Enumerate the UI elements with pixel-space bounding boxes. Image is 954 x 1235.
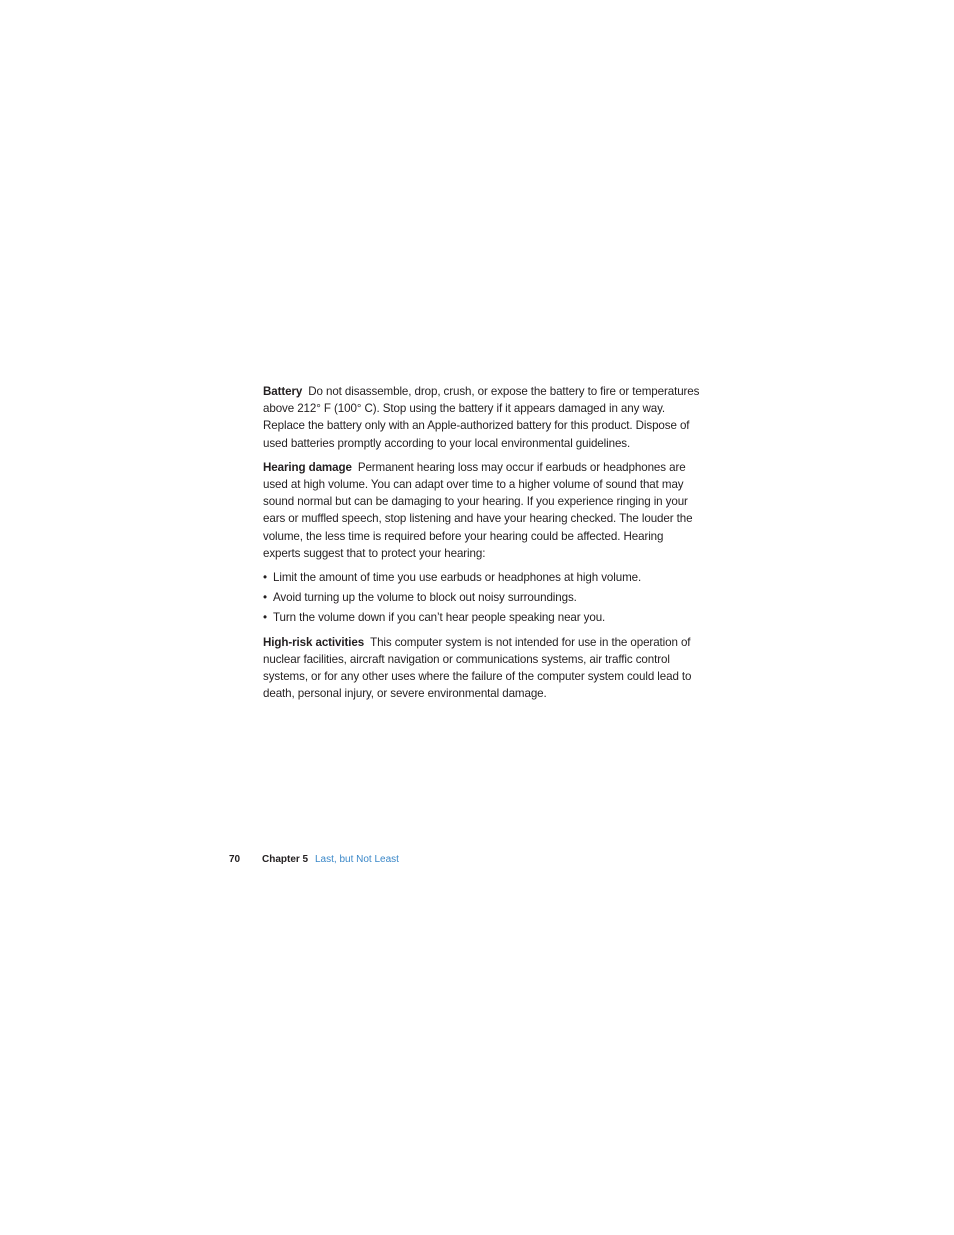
list-item-text: Avoid turning up the volume to block out noisy surroundings. (273, 591, 577, 605)
battery-term: Battery (263, 385, 303, 398)
hearing-damage-text: Permanent hearing loss may occur if earbuds or headphones are used at high volume. You can adapt over time to a higher volume of sound that may sound normal but can be damaging to your hearing. If you experience ringing in your ears or muffled speech, stop listening and have your hearing checked. The louder the volume, the less time is required before your hearing could be affected. Hearing experts suggest that to protect your hearing: (263, 460, 693, 560)
list-item-text: Turn the volume down if you can’t hear people speaking near you. (273, 611, 606, 625)
battery-text: Do not disassemble, drop, crush, or expose the battery to fire or temperatures above 212° F (100° C). Stop using the battery if it appears damaged in any way. Replace the battery only with an Apple-authorized battery for this product. Dispose of used batteries promptly according to your local environmental guidelines. (263, 385, 700, 450)
document-body (263, 383, 703, 709)
high-risk-paragraph (263, 634, 703, 703)
chapter-title: Last, but Not Least (315, 854, 399, 865)
bullet-icon: • (263, 571, 267, 585)
chapter-label: Chapter 5 (262, 854, 309, 865)
hearing-damage-paragraph (263, 459, 703, 562)
battery-paragraph (263, 383, 703, 452)
page-number: 70 (229, 854, 241, 865)
list-item-text: Limit the amount of time you use earbuds or headphones at high volume. (273, 571, 642, 585)
list-item (263, 609, 703, 626)
high-risk-text: This computer system is not intended for use in the operation of nuclear facilities, aircraft navigation or communications systems, air traffic control systems, or for any other uses where the failure of the computer system could lead to death, personal injury, or severe environmental damage. (263, 635, 692, 701)
bullet-icon: • (263, 591, 267, 605)
hearing-tips-list (263, 569, 703, 627)
list-item (263, 589, 703, 606)
hearing-damage-term: Hearing damage (263, 460, 352, 474)
bullet-icon: • (263, 611, 267, 625)
high-risk-term: High-risk activities (263, 635, 365, 649)
list-item (263, 569, 703, 586)
